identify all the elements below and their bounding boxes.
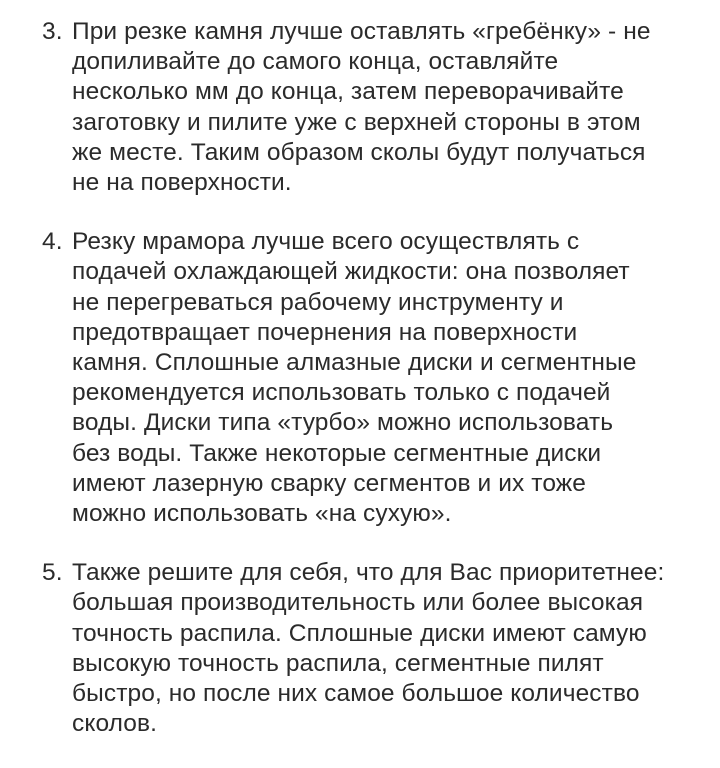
text-line: можно использовать «на сухую».	[72, 500, 452, 528]
text-line: рекомендуется использовать только с подачей	[72, 379, 611, 407]
text-line: же месте. Таким образом сколы будут получаться	[72, 138, 646, 166]
item-number: 3.	[42, 18, 63, 45]
item-number: 4.	[42, 228, 63, 256]
text-line: При резке камня лучше оставлять «гребёнку» - не	[72, 18, 651, 45]
text-line: заготовку и пилите уже с верхней стороны в этом	[72, 108, 641, 136]
text-line: высокую точность распила, сегментные пилят	[72, 649, 604, 677]
text-line: без воды. Также некоторые сегментные диски	[72, 439, 602, 467]
text-line: быстро, но после них самое большое количество	[72, 680, 640, 708]
item-number: 5.	[42, 559, 63, 587]
text-line: Также решите для себя, что для Вас приоритетнее:	[72, 559, 665, 587]
list-item-4	[0, 227, 720, 529]
text-line: Резку мрамора лучше всего осуществлять с	[72, 228, 580, 256]
list-item-3	[0, 17, 720, 198]
text-line: допиливайте до самого конца, оставляйте	[72, 48, 559, 76]
item-text	[72, 558, 712, 739]
list-item-5	[0, 558, 720, 739]
text-line: точность распила. Сплошные диски имеют самую	[72, 619, 647, 647]
text-line: большая производительность или более высокая	[72, 589, 644, 617]
item-text	[72, 17, 712, 198]
text-line: имеют лазерную сварку сегментов и их тоже	[72, 469, 586, 497]
text-line: сколов.	[72, 710, 158, 738]
text-line: камня. Сплошные алмазные диски и сегментные	[72, 349, 637, 377]
text-line: несколько мм до конца, затем переворачивайте	[72, 78, 624, 106]
text-line: подачей охлаждающей жидкости: она позволяет	[72, 258, 630, 286]
text-line: предотвращает почернения на поверхности	[72, 318, 578, 346]
item-text	[72, 227, 712, 529]
instructions-list	[0, 17, 720, 768]
text-line: не перегреваться рабочему инструменту и	[72, 288, 564, 316]
text-line: не на поверхности.	[72, 169, 292, 197]
text-line: воды. Диски типа «турбо» можно использовать	[72, 409, 614, 437]
